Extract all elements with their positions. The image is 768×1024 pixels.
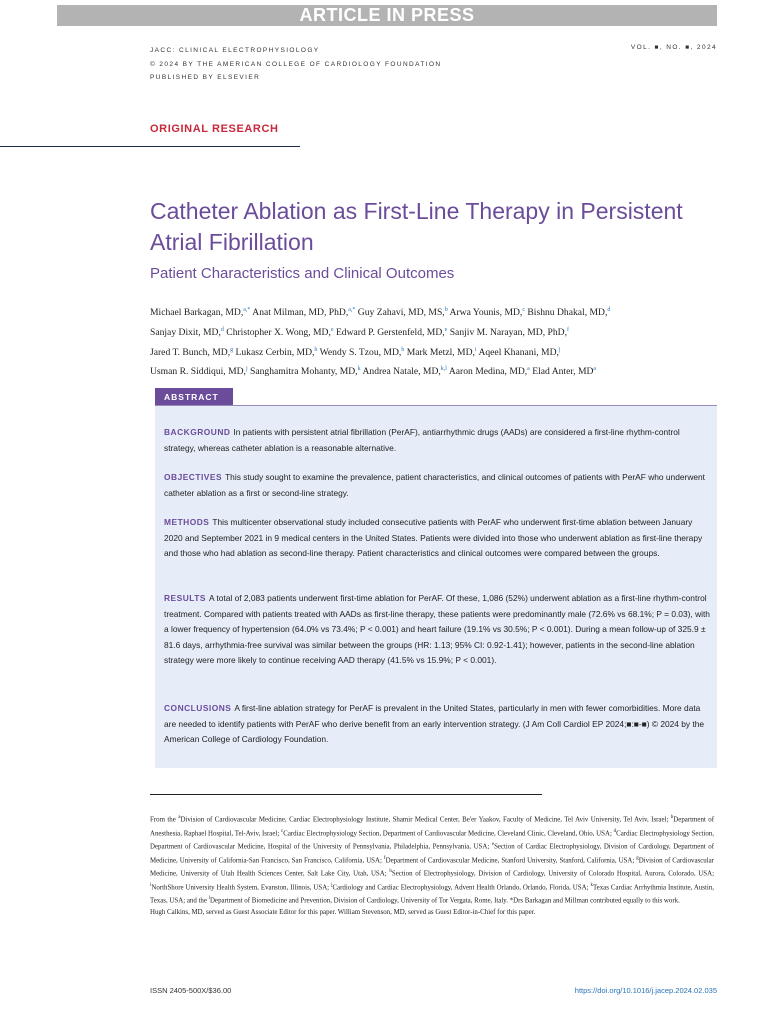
abstract-objectives [164, 470, 710, 501]
affiliation-marker: c [522, 307, 525, 313]
abstract-body: A total of 2,083 patients underwent first-time ablation for PerAF. Of these, 1,086 (52%) underwent ablation as a first-line rhythm-control treatment. Compared with patients treated with AADs as first-line therapy, these patients were predominantly male (72.6% vs 68.1%; P = 0.03), with a lower frequency of hypertension (64.0% vs 73.4%; P < 0.001) and heart failure (19.1% vs 30.5%; P < 0.001). During a mean follow-up of 325.9 ± 81.6 days, arrhythmia-free survival was similar between the groups (HR: 1.13; 95% CI: 0.92-1.41); however, patients in the second-line ablation strategy were more likely to continue receiving AAD therapy (41.5% vs 15.9%; P < 0.001). [164, 593, 710, 666]
affiliation-marker: k,l [440, 366, 447, 373]
affiliation-marker: h [401, 346, 405, 353]
abstract-background [164, 425, 710, 456]
abstract-body: This study sought to examine the prevalence, patient characteristics, and clinical outcomes of patients with PerAF who underwent catheter ablation as a first or second-line strategy. [164, 472, 706, 498]
author-line: Jared T. Bunch, MD,$^g$ Lukasz Cerbin, MD,$^h$ Wendy S. Tzou, MD,$^h$ Mark Metzl, MD,$^i$ Aqeel Khanani, MD,$^j$ [150, 346, 561, 358]
publisher-line: PUBLISHED BY ELSEVIER [150, 74, 261, 81]
affiliation-marker: a,* [348, 307, 356, 313]
article-in-press-banner: ARTICLE IN PRESS [57, 5, 717, 26]
abstract-heading: CONCLUSIONS [164, 703, 232, 713]
abstract-heading: RESULTS [164, 593, 206, 603]
abstract-heading: METHODS [164, 517, 210, 527]
affiliation-marker: d [607, 307, 611, 313]
affiliation-marker: d [220, 326, 224, 333]
doi-link[interactable]: https://doi.org/10.1016/j.jacep.2024.02.035 [574, 986, 717, 995]
footnote-divider [150, 794, 542, 795]
affiliation-marker: a [527, 366, 530, 373]
affiliations-footnote [150, 812, 714, 918]
editor-note: Hugh Calkins, MD, served as Guest Associate Editor for this paper. William Stevenson, MD, served as Guest Editor-in-Chief for this paper. [150, 908, 536, 916]
affiliation-marker: a [593, 366, 597, 373]
affiliation-marker: j [245, 366, 248, 373]
affiliation-marker: f [566, 326, 569, 333]
affiliation-marker: b [444, 307, 448, 313]
affiliation-marker: g [230, 346, 234, 353]
issn: ISSN 2405-500X/$36.00 [150, 986, 232, 995]
copyright-line: © 2024 BY THE AMERICAN COLLEGE OF CARDIOLOGY FOUNDATION [150, 60, 442, 68]
affiliation-marker: e [444, 326, 448, 333]
author-line: Michael Barkagan, MD,$^{a,*}$ Anat Milman, MD, PhD,$^{a,*}$ Guy Zahavi, MD, MS,$^b$ Arwa Younis, MD,$^c$ Bishnu Dhakal, MD,$^d$ [150, 307, 611, 319]
header-divider [0, 146, 300, 147]
article-subtitle: Patient Characteristics and Clinical Outcomes [150, 265, 455, 282]
affiliation-marker: e [330, 326, 334, 333]
abstract-body: A first-line ablation strategy for PerAF is prevalent in the United States, particularly in men with fewer comorbidities. More data are needed to identify patients with PerAF who derive benefit from an early intervention strategy. (J Am Coll Cardiol EP 2024;■:■-■) © 2024 by the American College of Cardiology Foundation. [164, 703, 705, 745]
author-line: Sanjay Dixit, MD,$^d$ Christopher X. Wong, MD,$^e$ Edward P. Gerstenfeld, MD,$^e$ Sanjiv M. Narayan, MD, PhD,$^f$ [150, 326, 569, 338]
affiliation-marker: a,* [243, 307, 251, 313]
abstract-body: In patients with persistent atrial fibrillation (PerAF), antiarrhythmic drugs (AADs) are considered a first-line rhythm-control strategy, whereas catheter ablation is a reasonable alternative. [164, 427, 680, 453]
author-list [150, 302, 724, 381]
section-label: ORIGINAL RESEARCH [150, 123, 279, 135]
journal-name: JACC: CLINICAL ELECTROPHYSIOLOGY [150, 47, 320, 54]
affiliation-marker: h [314, 346, 318, 353]
volume-info: VOL. ■, NO. ■, 2024 [630, 44, 717, 51]
affiliation-marker: k [357, 366, 361, 373]
abstract-heading: OBJECTIVES [164, 472, 223, 482]
author-line: Usman R. Siddiqui, MD,$^j$ Sanghamitra Mohanty, MD,$^k$ Andrea Natale, MD,$^{k,l}$ Aaron Medina, MD,$^a$ Elad Anter, $MD^a$ [150, 366, 597, 378]
affiliation-marker: j [558, 346, 561, 353]
article-title: Catheter Ablation as First-Line Therapy in Persistent Atrial Fibrillation [150, 198, 683, 255]
abstract-body: This multicenter observational study included consecutive patients with PerAF who underwent first-time ablation between January 2020 and September 2021 in 9 medical centers in the United States. Patients were divided into those who underwent ablation as first-line therapy and those who had ablation as second-line therapy. Patient characteristics and clinical outcomes were compared between the groups. [164, 517, 703, 559]
abstract-conclusions [164, 701, 710, 748]
abstract-heading: BACKGROUND [164, 427, 231, 437]
abstract-methods [164, 515, 710, 562]
abstract-results [164, 591, 710, 669]
abstract-tab: ABSTRACT [155, 388, 233, 406]
journal-info [150, 44, 442, 85]
affiliation-marker: i [474, 346, 477, 353]
affiliations-text: From the $^a$Division of Cardiovascular Medicine, Cardiac Electrophysiology Institute, Shamir Medical Center, Be'er Yaakov, Faculty of Medicine, Tel Aviv University, Tel Aviv, Israel; $^b$Department of Anesthesia, Raphael Hospital, Tel-Aviv, Israel; $^c$Cardiac Electrophysiology Section, Department of Cardiovascular Medicine, Cleveland Clinic, Cleveland, Ohio, USA; $^d$Cardiac Electrophysiology Section, Department of Cardiovascular Medicine, Hospital of the University of Pennsylvania, Philadelphia, Pennsylvania, USA; $^e$Section of Cardiac Electrophysiology, Division of Cardiology, Department of Medicine, University of California-San Francisco, San Francisco, California, USA; $^f$Department of Cardiovascular Medicine, Stanford University, Stanford, California, USA; $^g$Division of Cardiovascular Medicine, University of Utah Health Sciences Center, Salt Lake City, Utah, USA; $^h$Section of Electrophysiology, Division of Cardiology, University of Colorado Hospital, Aurora, Colorado, USA; $^i$NorthShore University Health System, Evanston, Illinois, USA; $^j$Cardiology and Cardiac Electrophysiology, Advent Health Orlando, Orlando, Florida, USA; $^k$Texas Cardiac Arrhythmia Institute, Austin, Texas, USA; and the $^l$Department of Biomedicine and Prevention, Division of Cardiology, University of Tor Vergata, Rome, Italy. *Drs Barkagan and Millman contributed equally to this work. [150, 815, 714, 905]
